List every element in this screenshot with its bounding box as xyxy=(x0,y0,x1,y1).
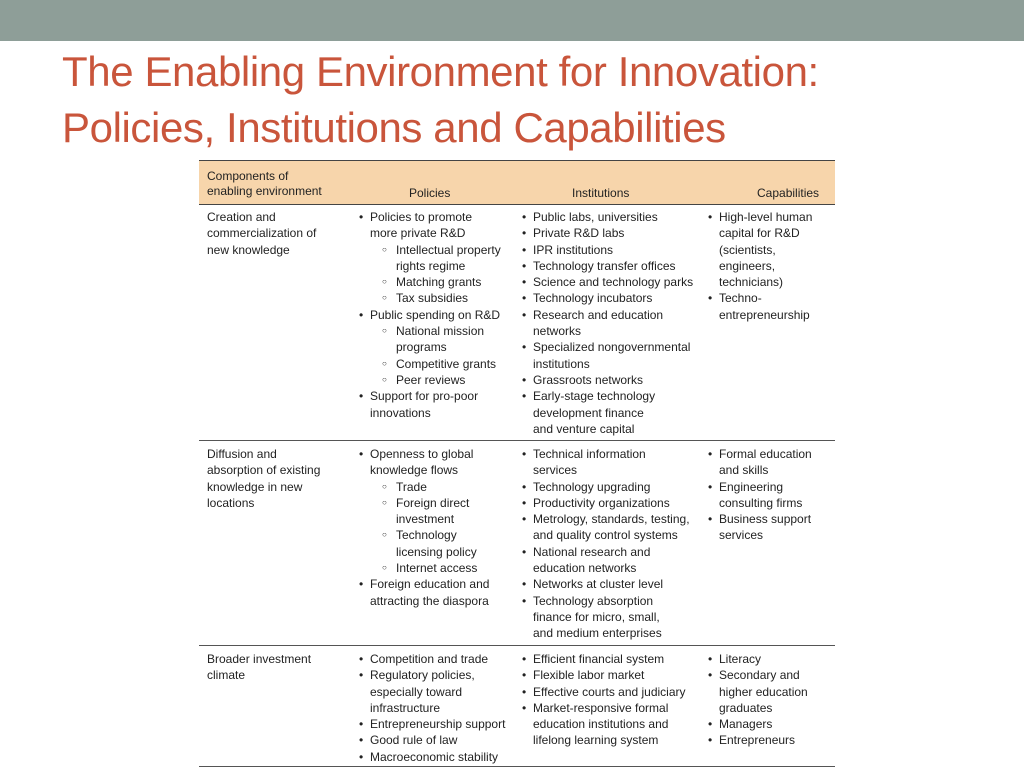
cell-text-line: capital for R&D xyxy=(719,226,800,241)
institutions-cell xyxy=(519,651,686,749)
bullet-item: • Good rule of law xyxy=(356,732,505,748)
bullet-item: • Technology transfer offices xyxy=(519,258,693,274)
cell-text-line: services xyxy=(533,463,578,478)
bullet-item: • Foreign education and xyxy=(356,576,489,592)
capabilities-cell xyxy=(705,446,812,544)
slide-title xyxy=(62,44,1002,156)
cell-text-line: finance for micro, small, xyxy=(533,609,660,624)
cell-text-line: graduates xyxy=(719,700,773,715)
bullet-item: • Technology incubators xyxy=(519,290,693,306)
cell-text-line: (scientists, xyxy=(719,242,776,257)
bullet-item: • Entrepreneurs xyxy=(705,732,808,748)
bullet-item: • Productivity organizations xyxy=(519,495,690,511)
cell-text-line: services xyxy=(719,528,764,543)
header-institutions: Institutions xyxy=(572,186,630,200)
institutions-cell xyxy=(519,446,690,642)
cell-text-line: knowledge flows xyxy=(370,463,459,478)
bullet-item: • Market-responsive formal xyxy=(519,700,686,716)
sub-bullet-item: ○ Foreign direct xyxy=(356,495,489,511)
bullet-item: • Business support xyxy=(705,511,812,527)
bullet-item: • Policies to promote xyxy=(356,209,501,225)
table-header xyxy=(199,160,835,205)
bullet-item: • Formal education xyxy=(705,446,812,462)
bullet-item: • Networks at cluster level xyxy=(519,576,690,592)
policies-cell xyxy=(356,209,501,421)
bullet-item: • Support for pro-poor xyxy=(356,388,501,404)
cell-text-line: entrepreneurship xyxy=(719,307,810,322)
bullet-item: • Effective courts and judiciary xyxy=(519,684,686,700)
component-cell xyxy=(207,651,311,684)
bullet-item: • Secondary and xyxy=(705,667,808,683)
component-cell xyxy=(207,446,320,511)
bullet-item: • Technical information xyxy=(519,446,690,462)
sub-bullet-item: ○ Internet access xyxy=(356,560,489,576)
component-cell xyxy=(207,209,316,258)
slide-title-line-1: The Enabling Environment for Innovation: xyxy=(62,48,819,95)
bullet-item: • Entrepreneurship support xyxy=(356,716,505,732)
cell-text-line: higher education xyxy=(719,684,808,699)
cell-text-line: education networks xyxy=(533,561,637,576)
cell-text-line: Creation and xyxy=(207,210,276,224)
cell-text-line: more private R&D xyxy=(370,226,466,241)
cell-text-line: especially toward xyxy=(370,684,463,699)
cell-text-line: technicians) xyxy=(719,275,784,290)
bullet-item: • Technology absorption xyxy=(519,593,690,609)
table-row xyxy=(199,646,835,767)
bullet-item: • Literacy xyxy=(705,651,808,667)
cell-text-line: institutions xyxy=(533,356,590,371)
bullet-item: • Macroeconomic stability xyxy=(356,749,505,765)
sub-bullet-item: ○ Intellectual property xyxy=(356,242,501,258)
cell-text-line: and medium enterprises xyxy=(533,626,662,641)
top-banner xyxy=(0,0,1024,41)
sub-bullet-item: ○ Competitive grants xyxy=(356,356,501,372)
cell-text-line: networks xyxy=(533,324,582,339)
sub-bullet-item: ○ Matching grants xyxy=(356,274,501,290)
bullet-item: • High-level human xyxy=(705,209,812,225)
cell-text-line: and quality control systems xyxy=(533,528,678,543)
bullet-item: • Public labs, universities xyxy=(519,209,693,225)
bullet-item: • Flexible labor market xyxy=(519,667,686,683)
cell-text-line: locations xyxy=(207,495,255,510)
cell-text-line: Diffusion and xyxy=(207,447,277,461)
cell-text-line: innovations xyxy=(370,405,431,420)
cell-text-line: programs xyxy=(396,340,447,355)
cell-text-line: investment xyxy=(396,512,455,527)
bullet-item: • Engineering xyxy=(705,479,812,495)
cell-text-line: new knowledge xyxy=(207,242,290,257)
table-row xyxy=(199,441,835,646)
cell-text-line: development finance xyxy=(533,405,644,420)
cell-text-line: climate xyxy=(207,668,246,683)
cell-text-line: engineers, xyxy=(719,258,776,273)
cell-text-line: licensing policy xyxy=(396,544,477,559)
bullet-item: • National research and xyxy=(519,544,690,560)
header-components xyxy=(207,169,322,199)
bullet-item: • Grassroots networks xyxy=(519,372,693,388)
bullet-item: • Efficient financial system xyxy=(519,651,686,667)
policies-cell xyxy=(356,651,505,765)
cell-text-line: and venture capital xyxy=(533,421,635,436)
policies-cell xyxy=(356,446,489,609)
cell-text-line: knowledge in new xyxy=(207,479,303,494)
sub-bullet-item: ○ National mission xyxy=(356,323,501,339)
cell-text-line: consulting firms xyxy=(719,495,803,510)
bullet-item: • Competition and trade xyxy=(356,651,505,667)
bullet-item: • IPR institutions xyxy=(519,242,693,258)
cell-text-line: lifelong learning system xyxy=(533,733,659,748)
bullet-item: • Openness to global xyxy=(356,446,489,462)
sub-bullet-item: ○ Technology xyxy=(356,527,489,543)
header-capabilities: Capabilities xyxy=(757,186,820,200)
capabilities-cell xyxy=(705,209,812,323)
bullet-item: • Early-stage technology xyxy=(519,388,693,404)
header-components-line-2: enabling environment xyxy=(207,184,322,198)
cell-text-line: and skills xyxy=(719,463,769,478)
bullet-item: • Specialized nongovernmental xyxy=(519,339,693,355)
bullet-item: • Managers xyxy=(705,716,808,732)
cell-text-line: commercialization of xyxy=(207,226,317,241)
bullet-item: • Science and technology parks xyxy=(519,274,693,290)
table-row xyxy=(199,205,835,441)
innovation-table xyxy=(199,160,835,767)
header-components-line-1: Components of xyxy=(207,169,289,183)
bullet-item: • Research and education xyxy=(519,307,693,323)
bullet-item: • Private R&D labs xyxy=(519,225,693,241)
sub-bullet-item: ○ Trade xyxy=(356,479,489,495)
bullet-item: • Public spending on R&D xyxy=(356,307,501,323)
slide-title-line-2: Policies, Institutions and Capabilities xyxy=(62,104,726,151)
cell-text-line: Broader investment xyxy=(207,652,312,666)
cell-text-line: attracting the diaspora xyxy=(370,593,489,608)
table-body xyxy=(199,205,835,767)
institutions-cell xyxy=(519,209,693,437)
bullet-item: • Technology upgrading xyxy=(519,479,690,495)
cell-text-line: education institutions and xyxy=(533,717,669,732)
bullet-item: • Techno- xyxy=(705,290,812,306)
cell-text-line: absorption of existing xyxy=(207,463,321,478)
cell-text-line: rights regime xyxy=(396,258,466,273)
capabilities-cell xyxy=(705,651,808,749)
bullet-item: • Regulatory policies, xyxy=(356,667,505,683)
header-policies: Policies xyxy=(409,186,451,200)
cell-text-line: infrastructure xyxy=(370,700,441,715)
sub-bullet-item: ○ Peer reviews xyxy=(356,372,501,388)
sub-bullet-item: ○ Tax subsidies xyxy=(356,290,501,306)
bullet-item: • Metrology, standards, testing, xyxy=(519,511,690,527)
